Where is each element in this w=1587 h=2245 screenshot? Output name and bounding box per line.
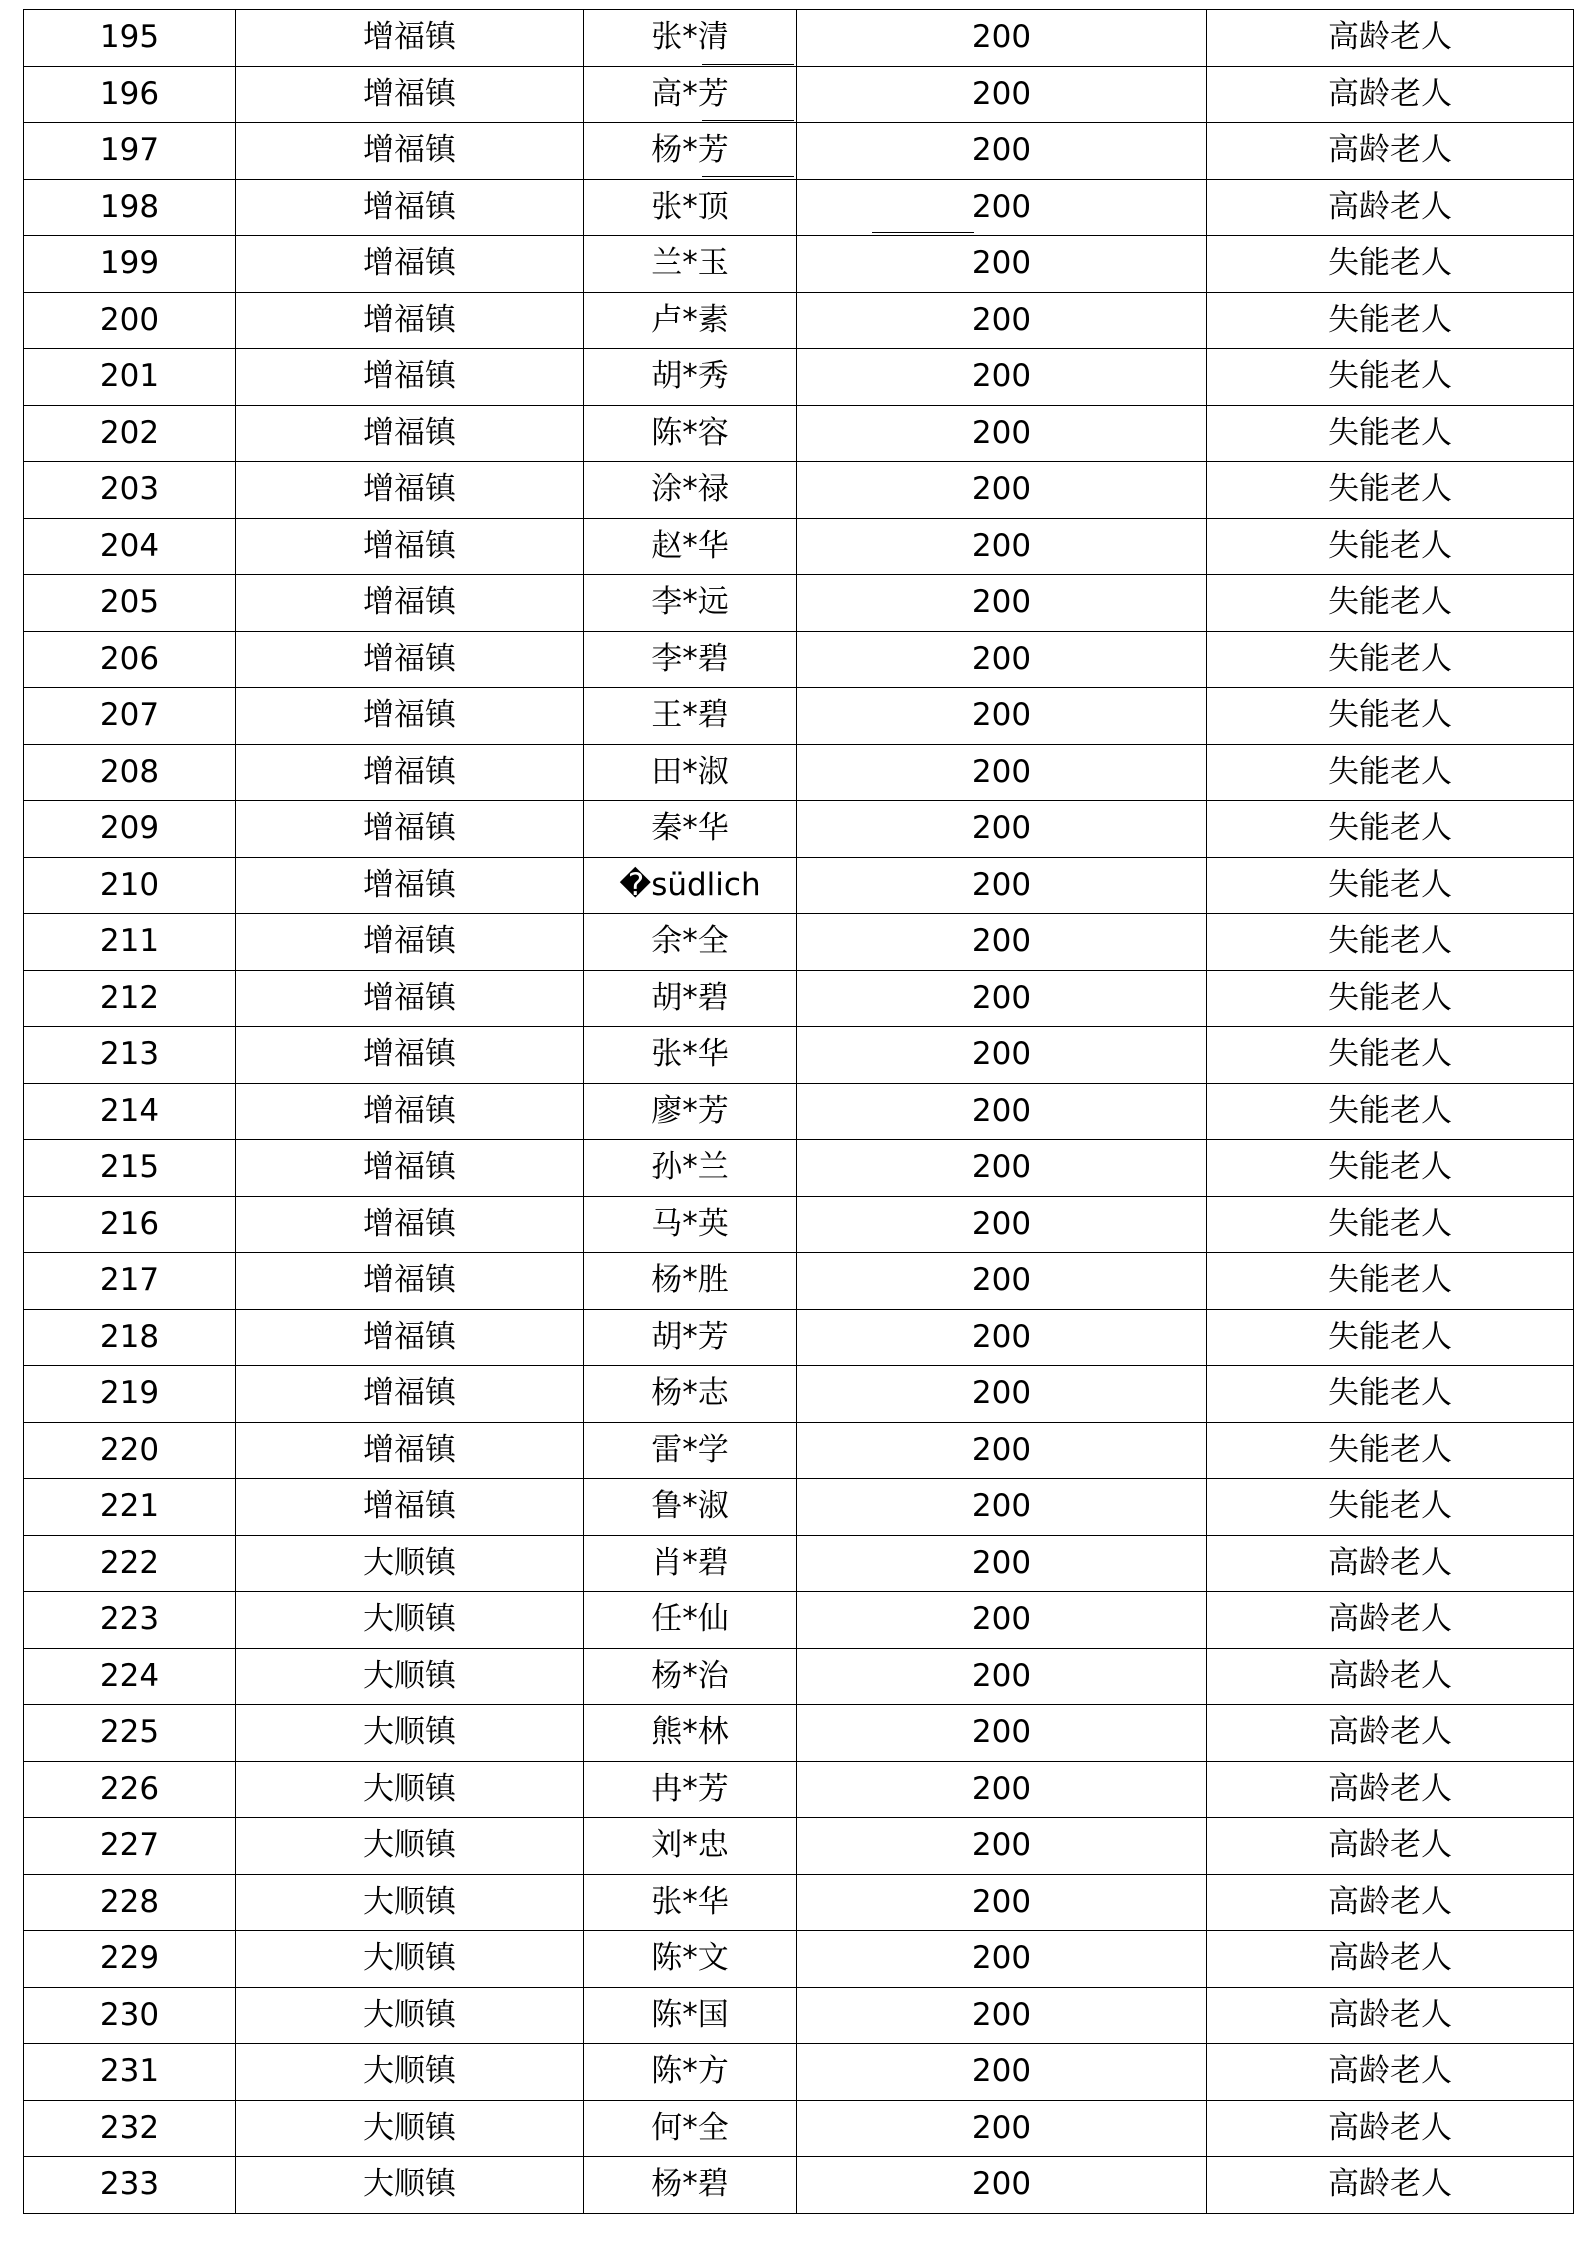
table-row [24, 1140, 1574, 1197]
amount-cell: 200 [797, 405, 1207, 462]
name-cell: 卢*素 [584, 292, 797, 349]
amount-cell: 200 [797, 236, 1207, 293]
name-cell: 马*英 [584, 1196, 797, 1253]
category-cell: 高龄老人 [1207, 1818, 1574, 1875]
amount-cell: 200 [797, 179, 1207, 236]
name-cell: 冉*芳 [584, 1761, 797, 1818]
category-cell: 失能老人 [1207, 1196, 1574, 1253]
row-number-cell: 215 [24, 1140, 236, 1197]
name-cell: 涂*禄 [584, 462, 797, 519]
town-cell: 增福镇 [236, 744, 584, 801]
name-cell: 胡*芳 [584, 1309, 797, 1366]
town-cell: 大顺镇 [236, 1874, 584, 1931]
category-cell: 高龄老人 [1207, 1987, 1574, 2044]
table-row [24, 349, 1574, 406]
amount-cell: 200 [797, 1309, 1207, 1366]
town-cell: 增福镇 [236, 914, 584, 971]
name-cell: 陈*容 [584, 405, 797, 462]
amount-cell: 200 [797, 292, 1207, 349]
row-number-cell: 212 [24, 970, 236, 1027]
stray-rule-line [872, 232, 974, 233]
town-cell: 增福镇 [236, 1479, 584, 1536]
amount-cell: 200 [797, 2100, 1207, 2157]
name-cell: 张*清 [584, 10, 797, 67]
table-row [24, 10, 1574, 67]
town-cell: 大顺镇 [236, 1705, 584, 1762]
amount-cell: 200 [797, 914, 1207, 971]
row-number-cell: 220 [24, 1422, 236, 1479]
name-cell: 赵*华 [584, 518, 797, 575]
row-number-cell: 207 [24, 688, 236, 745]
row-number-cell: 211 [24, 914, 236, 971]
town-cell: 增福镇 [236, 970, 584, 1027]
category-cell: 失能老人 [1207, 1027, 1574, 1084]
table-row [24, 1253, 1574, 1310]
town-cell: 大顺镇 [236, 1987, 584, 2044]
name-cell: 熊*林 [584, 1705, 797, 1762]
stray-rule-line [702, 9, 794, 10]
row-number-cell: 198 [24, 179, 236, 236]
row-number-cell: 228 [24, 1874, 236, 1931]
category-cell: 失能老人 [1207, 631, 1574, 688]
amount-cell: 200 [797, 1140, 1207, 1197]
name-cell: 杨*芳 [584, 123, 797, 180]
row-number-cell: 201 [24, 349, 236, 406]
name-cell: 陈*国 [584, 1987, 797, 2044]
amount-cell: 200 [797, 857, 1207, 914]
amount-cell: 200 [797, 801, 1207, 858]
amount-cell: 200 [797, 462, 1207, 519]
amount-cell: 200 [797, 349, 1207, 406]
town-cell: 增福镇 [236, 462, 584, 519]
table-row [24, 2157, 1574, 2214]
table-row [24, 236, 1574, 293]
name-cell: 张*华 [584, 1027, 797, 1084]
category-cell: 高龄老人 [1207, 1535, 1574, 1592]
table-row [24, 631, 1574, 688]
amount-cell: 200 [797, 1366, 1207, 1423]
row-number-cell: 208 [24, 744, 236, 801]
town-cell: 增福镇 [236, 575, 584, 632]
row-number-cell: 225 [24, 1705, 236, 1762]
town-cell: 增福镇 [236, 405, 584, 462]
table-row [24, 1083, 1574, 1140]
town-cell: 增福镇 [236, 1083, 584, 1140]
row-number-cell: 210 [24, 857, 236, 914]
table-row [24, 462, 1574, 519]
amount-cell: 200 [797, 575, 1207, 632]
category-cell: 高龄老人 [1207, 66, 1574, 123]
stray-rule-line [702, 120, 794, 121]
category-cell: 高龄老人 [1207, 1931, 1574, 1988]
town-cell: 增福镇 [236, 292, 584, 349]
amount-cell: 200 [797, 688, 1207, 745]
town-cell: 增福镇 [236, 1140, 584, 1197]
name-cell: 胡*秀 [584, 349, 797, 406]
category-cell: 高龄老人 [1207, 1648, 1574, 1705]
table-row [24, 405, 1574, 462]
table-row [24, 1366, 1574, 1423]
name-cell: 余*全 [584, 914, 797, 971]
town-cell: 大顺镇 [236, 2157, 584, 2214]
table-row [24, 1874, 1574, 1931]
name-cell: 张*华 [584, 1874, 797, 1931]
name-cell: 兰*玉 [584, 236, 797, 293]
table-body [24, 10, 1574, 2214]
amount-cell: 200 [797, 1535, 1207, 1592]
row-number-cell: 221 [24, 1479, 236, 1536]
town-cell: 大顺镇 [236, 1931, 584, 1988]
town-cell: 增福镇 [236, 688, 584, 745]
category-cell: 失能老人 [1207, 914, 1574, 971]
town-cell: 增福镇 [236, 123, 584, 180]
name-cell: 杨*志 [584, 1366, 797, 1423]
category-cell: 失能老人 [1207, 575, 1574, 632]
row-number-cell: 213 [24, 1027, 236, 1084]
town-cell: 增福镇 [236, 349, 584, 406]
row-number-cell: 204 [24, 518, 236, 575]
amount-cell: 200 [797, 1705, 1207, 1762]
table-row [24, 1818, 1574, 1875]
name-cell: 田*淑 [584, 744, 797, 801]
category-cell: 失能老人 [1207, 1366, 1574, 1423]
table-row [24, 1479, 1574, 1536]
town-cell: 大顺镇 [236, 1648, 584, 1705]
name-cell: 何*全 [584, 2100, 797, 2157]
table-row [24, 518, 1574, 575]
category-cell: 高龄老人 [1207, 2157, 1574, 2214]
table-row [24, 1987, 1574, 2044]
amount-cell: 200 [797, 970, 1207, 1027]
amount-cell: 200 [797, 1931, 1207, 1988]
category-cell: 高龄老人 [1207, 10, 1574, 67]
name-cell: 刘*忠 [584, 1818, 797, 1875]
amount-cell: 200 [797, 1592, 1207, 1649]
table-row [24, 1535, 1574, 1592]
town-cell: 增福镇 [236, 518, 584, 575]
category-cell: 失能老人 [1207, 292, 1574, 349]
category-cell: 失能老人 [1207, 1083, 1574, 1140]
town-cell: 大顺镇 [236, 1592, 584, 1649]
category-cell: 失能老人 [1207, 801, 1574, 858]
amount-cell: 200 [797, 123, 1207, 180]
category-cell: 失能老人 [1207, 1479, 1574, 1536]
category-cell: 失能老人 [1207, 405, 1574, 462]
category-cell: 失能老人 [1207, 349, 1574, 406]
amount-cell: 200 [797, 1083, 1207, 1140]
table-row [24, 1196, 1574, 1253]
name-cell: 雷*学 [584, 1422, 797, 1479]
category-cell: 高龄老人 [1207, 123, 1574, 180]
row-number-cell: 205 [24, 575, 236, 632]
category-cell: 失能老人 [1207, 688, 1574, 745]
table-row [24, 575, 1574, 632]
subsidy-table [23, 9, 1574, 2214]
row-number-cell: 196 [24, 66, 236, 123]
stray-rule-line [702, 64, 794, 65]
amount-cell: 200 [797, 631, 1207, 688]
name-cell: 鲁*淑 [584, 1479, 797, 1536]
category-cell: 失能老人 [1207, 518, 1574, 575]
amount-cell: 200 [797, 2157, 1207, 2214]
table-row [24, 801, 1574, 858]
town-cell: 大顺镇 [236, 2100, 584, 2157]
table-row [24, 2044, 1574, 2101]
category-cell: 失能老人 [1207, 462, 1574, 519]
name-cell: 任*仙 [584, 1592, 797, 1649]
category-cell: 高龄老人 [1207, 1592, 1574, 1649]
row-number-cell: 224 [24, 1648, 236, 1705]
amount-cell: 200 [797, 1987, 1207, 2044]
table-row [24, 914, 1574, 971]
category-cell: 失能老人 [1207, 970, 1574, 1027]
name-cell: 杨*碧 [584, 2157, 797, 2214]
name-cell: 廖*芳 [584, 1083, 797, 1140]
table-row [24, 1422, 1574, 1479]
category-cell: 失能老人 [1207, 857, 1574, 914]
row-number-cell: 223 [24, 1592, 236, 1649]
row-number-cell: 230 [24, 1987, 236, 2044]
table-row [24, 744, 1574, 801]
town-cell: 增福镇 [236, 10, 584, 67]
row-number-cell: 202 [24, 405, 236, 462]
town-cell: 大顺镇 [236, 1818, 584, 1875]
name-cell: 杨*治 [584, 1648, 797, 1705]
row-number-cell: 197 [24, 123, 236, 180]
category-cell: 失能老人 [1207, 236, 1574, 293]
town-cell: 大顺镇 [236, 2044, 584, 2101]
town-cell: 增福镇 [236, 857, 584, 914]
stray-rule-line [702, 176, 794, 177]
town-cell: 增福镇 [236, 631, 584, 688]
category-cell: 高龄老人 [1207, 1874, 1574, 1931]
name-cell: 李*远 [584, 575, 797, 632]
amount-cell: 200 [797, 10, 1207, 67]
town-cell: 增福镇 [236, 1196, 584, 1253]
town-cell: 大顺镇 [236, 1761, 584, 1818]
amount-cell: 200 [797, 1818, 1207, 1875]
table-row [24, 688, 1574, 745]
table-row [24, 970, 1574, 1027]
table-row [24, 1761, 1574, 1818]
row-number-cell: 209 [24, 801, 236, 858]
town-cell: 增福镇 [236, 1309, 584, 1366]
row-number-cell: 203 [24, 462, 236, 519]
table-row [24, 292, 1574, 349]
category-cell: 高龄老人 [1207, 2100, 1574, 2157]
amount-cell: 200 [797, 66, 1207, 123]
category-cell: 失能老人 [1207, 744, 1574, 801]
category-cell: 高龄老人 [1207, 2044, 1574, 2101]
table-row [24, 66, 1574, 123]
row-number-cell: 231 [24, 2044, 236, 2101]
row-number-cell: 219 [24, 1366, 236, 1423]
row-number-cell: 217 [24, 1253, 236, 1310]
town-cell: 增福镇 [236, 1253, 584, 1310]
table-row [24, 1309, 1574, 1366]
row-number-cell: 216 [24, 1196, 236, 1253]
town-cell: 大顺镇 [236, 1535, 584, 1592]
category-cell: 高龄老人 [1207, 1761, 1574, 1818]
town-cell: 增福镇 [236, 801, 584, 858]
table-row [24, 179, 1574, 236]
table-row [24, 1592, 1574, 1649]
amount-cell: 200 [797, 1874, 1207, 1931]
name-cell: 张*顶 [584, 179, 797, 236]
category-cell: 高龄老人 [1207, 179, 1574, 236]
row-number-cell: 200 [24, 292, 236, 349]
row-number-cell: 222 [24, 1535, 236, 1592]
row-number-cell: 218 [24, 1309, 236, 1366]
row-number-cell: 232 [24, 2100, 236, 2157]
name-cell: �südlich [584, 857, 797, 914]
row-number-cell: 195 [24, 10, 236, 67]
name-cell: 秦*华 [584, 801, 797, 858]
category-cell: 高龄老人 [1207, 1705, 1574, 1762]
amount-cell: 200 [797, 1422, 1207, 1479]
amount-cell: 200 [797, 744, 1207, 801]
row-number-cell: 206 [24, 631, 236, 688]
name-cell: 杨*胜 [584, 1253, 797, 1310]
table-row [24, 123, 1574, 180]
table-row [24, 1705, 1574, 1762]
table-row [24, 1027, 1574, 1084]
table-row [24, 1648, 1574, 1705]
town-cell: 增福镇 [236, 66, 584, 123]
category-cell: 失能老人 [1207, 1422, 1574, 1479]
amount-cell: 200 [797, 1761, 1207, 1818]
town-cell: 增福镇 [236, 236, 584, 293]
name-cell: 孙*兰 [584, 1140, 797, 1197]
amount-cell: 200 [797, 518, 1207, 575]
amount-cell: 200 [797, 1196, 1207, 1253]
category-cell: 失能老人 [1207, 1309, 1574, 1366]
amount-cell: 200 [797, 1479, 1207, 1536]
name-cell: 胡*碧 [584, 970, 797, 1027]
table-row [24, 857, 1574, 914]
amount-cell: 200 [797, 1648, 1207, 1705]
row-number-cell: 229 [24, 1931, 236, 1988]
amount-cell: 200 [797, 2044, 1207, 2101]
amount-cell: 200 [797, 1027, 1207, 1084]
table-row [24, 2100, 1574, 2157]
town-cell: 增福镇 [236, 179, 584, 236]
row-number-cell: 226 [24, 1761, 236, 1818]
name-cell: 王*碧 [584, 688, 797, 745]
row-number-cell: 233 [24, 2157, 236, 2214]
name-cell: 陈*方 [584, 2044, 797, 2101]
row-number-cell: 227 [24, 1818, 236, 1875]
town-cell: 增福镇 [236, 1027, 584, 1084]
table-row [24, 1931, 1574, 1988]
category-cell: 失能老人 [1207, 1140, 1574, 1197]
category-cell: 失能老人 [1207, 1253, 1574, 1310]
row-number-cell: 199 [24, 236, 236, 293]
town-cell: 增福镇 [236, 1366, 584, 1423]
name-cell: 肖*碧 [584, 1535, 797, 1592]
name-cell: 高*芳 [584, 66, 797, 123]
row-number-cell: 214 [24, 1083, 236, 1140]
town-cell: 增福镇 [236, 1422, 584, 1479]
amount-cell: 200 [797, 1253, 1207, 1310]
name-cell: 李*碧 [584, 631, 797, 688]
name-cell: 陈*文 [584, 1931, 797, 1988]
